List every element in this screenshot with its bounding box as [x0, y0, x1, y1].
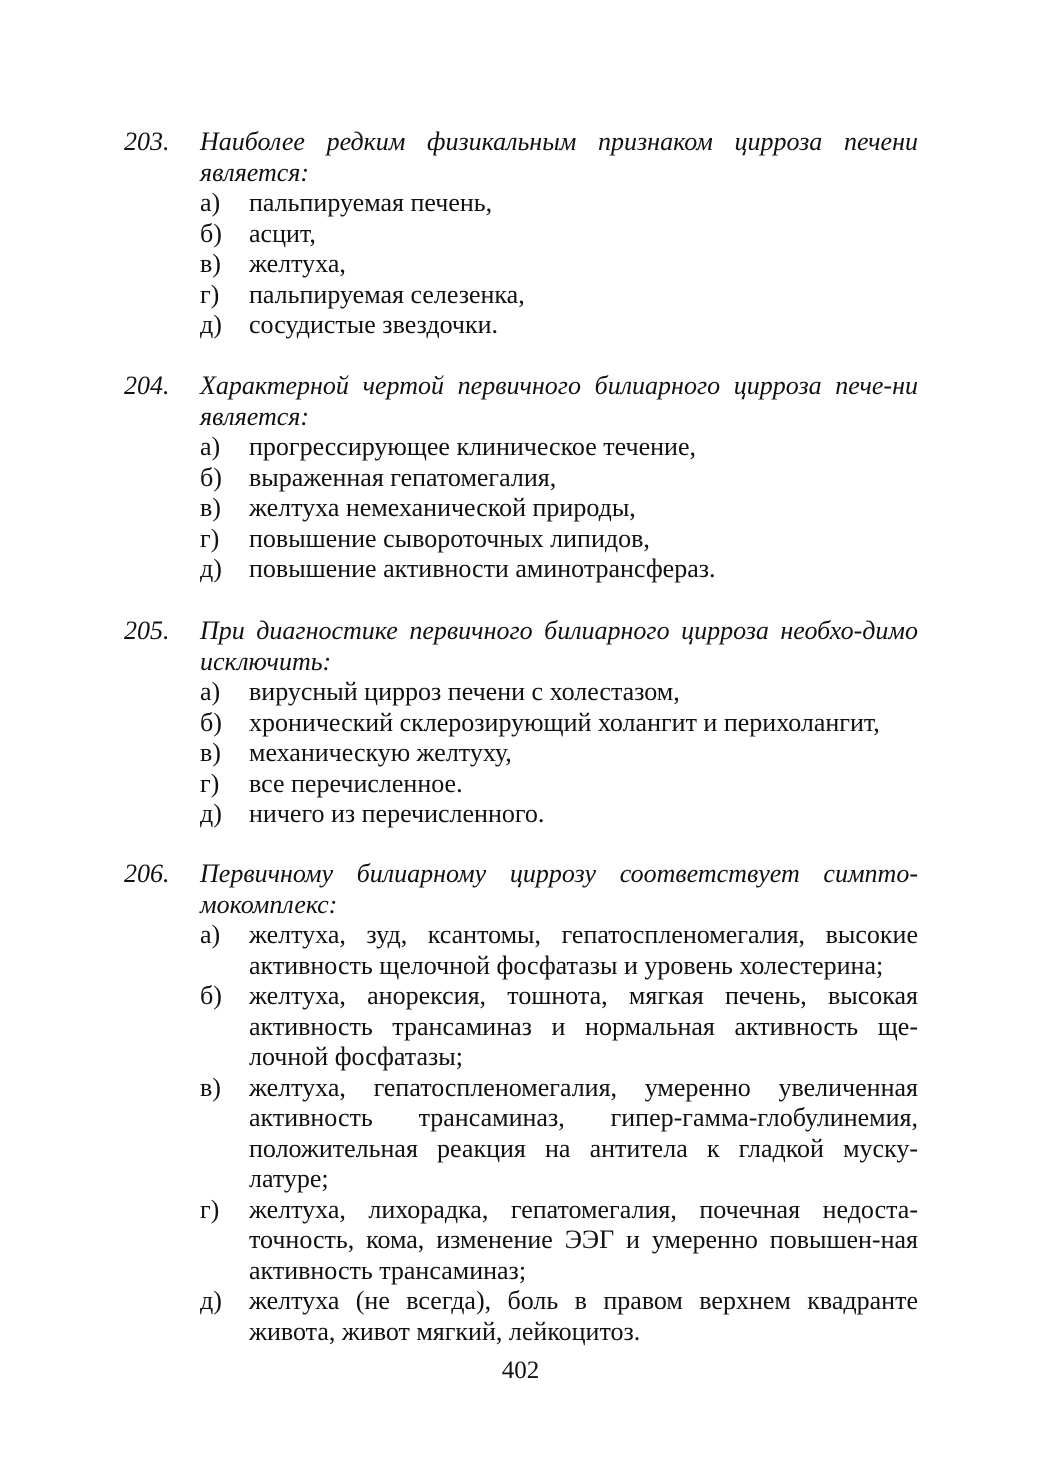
answer-option [124, 738, 918, 769]
answer-letter: д) [200, 310, 222, 339]
answer-text: сосудистые звездочки. [249, 310, 499, 339]
question-text: При диагностике первичного билиарного цирроза необхо-димо исключить: [200, 616, 918, 676]
answer-text: желтуха, [249, 249, 346, 278]
question-204 [124, 370, 918, 585]
question-205 [124, 615, 918, 830]
answer-text: желтуха, лихорадка, гепатомегалия, почечная недоста-точность, кома, изменение ЭЭГ и умеренно повышен-ная активность трансаминаз; [249, 1194, 918, 1285]
answer-text: механическую желтуху, [249, 738, 512, 767]
answer-text: все перечисленное. [249, 768, 463, 798]
answer-letter: в) [200, 249, 221, 278]
answer-option [124, 1195, 918, 1287]
question-203 [124, 126, 918, 341]
answer-option [124, 524, 918, 555]
question-number: 205. [124, 616, 170, 645]
answer-option [124, 708, 918, 739]
answer-text: желтуха немеханической природы, [249, 493, 636, 522]
question-text: Наиболее редким физикальным признаком цирроза печени является: [200, 127, 918, 187]
answer-letter: г) [200, 279, 220, 309]
answer-letter: б) [200, 707, 222, 737]
answer-option [124, 249, 918, 280]
answer-letter: а) [200, 432, 221, 461]
answer-text: пальпируемая печень, [249, 188, 493, 217]
answer-list [124, 188, 918, 341]
question-number: 206. [124, 859, 170, 888]
answer-letter: в) [200, 1072, 221, 1102]
answer-letter: д) [200, 799, 222, 828]
answer-option [124, 432, 918, 463]
question-number: 203. [124, 127, 170, 156]
answer-letter: д) [200, 1286, 222, 1315]
answer-list [124, 432, 918, 585]
answer-option [124, 280, 918, 311]
answer-text: пальпируемая селезенка, [249, 279, 525, 309]
question-header [124, 370, 918, 432]
answer-option [124, 1286, 918, 1347]
answer-text: повышение сывороточных липидов, [249, 523, 650, 553]
answer-letter: д) [200, 554, 222, 583]
page-number: 402 [501, 1357, 540, 1384]
answer-text: хронический склерозирующий холангит и перихолангит, [249, 707, 880, 737]
answer-letter: в) [200, 738, 221, 767]
answer-letter: в) [200, 493, 221, 522]
answer-text: желтуха (не всегда), боль в правом верхнем квадранте живота, живот мягкий, лейкоцитоз. [249, 1286, 918, 1346]
answer-option [124, 920, 918, 981]
answer-text: выраженная гепатомегалия, [249, 462, 557, 492]
answer-option [124, 799, 918, 830]
answer-letter: а) [200, 188, 221, 217]
answer-letter: б) [200, 981, 222, 1010]
answer-option [124, 463, 918, 494]
question-text: Характерной чертой первичного билиарного цирроза пече-ни является: [200, 371, 918, 431]
answer-text: ничего из перечисленного. [249, 799, 545, 828]
answer-option [124, 188, 918, 219]
answer-option [124, 219, 918, 250]
answer-text: желтуха, зуд, ксантомы, гепатоспленомегалия, высокие активность щелочной фосфатазы и уровень холестерина; [249, 920, 918, 980]
question-text: Первичному билиарному циррозу соответствует симпто-мокомплекс: [200, 859, 918, 919]
answer-text: желтуха, гепатоспленомегалия, умеренно увеличенная активность трансаминаз, гипер-гамма-глобулинемия, положительная реакция на антитела к гладкой муску-латуре; [249, 1072, 918, 1193]
answer-text: повышение активности аминотрансфераз. [249, 554, 716, 583]
answer-list [124, 920, 918, 1347]
answer-text: желтуха, анорексия, тошнота, мягкая печень, высокая активность трансаминаз и нормальная активность ще-лочной фосфатазы; [249, 981, 918, 1071]
answer-letter: а) [200, 920, 221, 949]
question-header [124, 126, 918, 188]
question-header [124, 615, 918, 677]
question-header [124, 858, 918, 920]
answer-text: прогрессирующее клиническое течение, [249, 432, 697, 461]
answer-text: вирусный цирроз печени с холестазом, [249, 677, 680, 706]
answer-option [124, 1073, 918, 1195]
answer-list [124, 677, 918, 830]
answer-letter: б) [200, 462, 222, 492]
answer-option [124, 769, 918, 800]
answer-option [124, 554, 918, 585]
answer-letter: б) [200, 218, 222, 248]
question-number: 204. [124, 371, 170, 400]
answer-letter: г) [200, 1194, 220, 1224]
answer-option [124, 310, 918, 341]
answer-letter: г) [200, 523, 220, 553]
answer-text: асцит, [249, 218, 316, 248]
answer-letter: г) [200, 768, 220, 798]
answer-option [124, 493, 918, 524]
question-206 [124, 858, 918, 1347]
answer-option [124, 981, 918, 1073]
answer-option [124, 677, 918, 708]
answer-letter: а) [200, 677, 221, 706]
